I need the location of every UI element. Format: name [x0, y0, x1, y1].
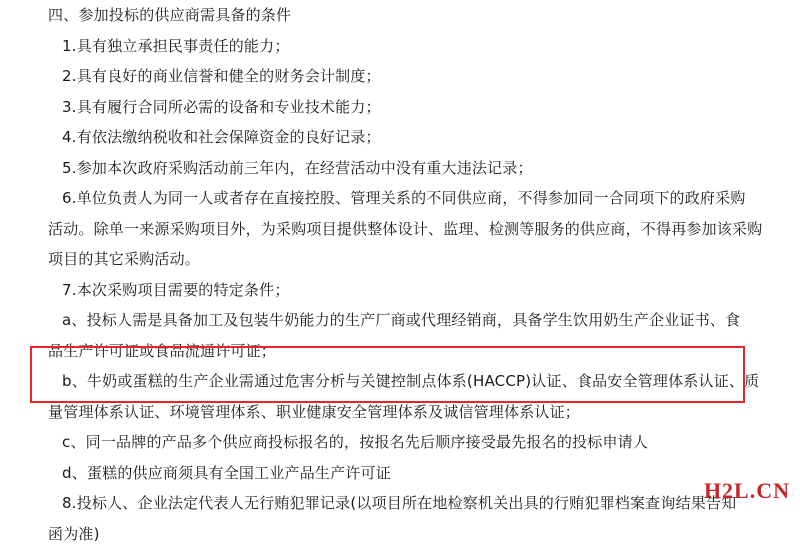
list-item: 7.本次采购项目需要的特定条件； — [0, 275, 800, 306]
list-item: 1.具有独立承担民事责任的能力； — [0, 31, 800, 62]
sub-list-item-highlighted: b、牛奶或蛋糕的生产企业需通过危害分析与关键控制点体系(HACCP)认证、食品安全管理体系认证、质 — [0, 366, 800, 397]
list-item: 8.投标人、企业法定代表人无行贿犯罪记录(以项目所在地检察机关出具的行贿犯罪档案查询结果告知 — [0, 488, 800, 519]
list-item: 4.有依法缴纳税收和社会保障资金的良好记录； — [0, 122, 800, 153]
list-item: 6.单位负责人为同一人或者存在直接控股、管理关系的不同供应商，不得参加同一合同项下的政府采购 — [0, 183, 800, 214]
list-item-continuation: 活动。除单一来源采购项目外，为采购项目提供整体设计、监理、检测等服务的供应商，不得再参加该采购 — [0, 214, 800, 245]
list-item: 2.具有良好的商业信誉和健全的财务会计制度； — [0, 61, 800, 92]
list-item: 3.具有履行合同所必需的设备和专业技术能力； — [0, 92, 800, 123]
list-item-continuation: 函为准) — [0, 519, 800, 549]
sub-list-item-continuation: 品生产许可证或食品流通许可证； — [0, 336, 800, 367]
list-item: 5.参加本次政府采购活动前三年内，在经营活动中没有重大违法记录； — [0, 153, 800, 184]
sub-list-item: d、蛋糕的供应商须具有全国工业产品生产许可证 — [0, 458, 800, 489]
sub-list-item: a、投标人需是具备加工及包装牛奶能力的生产厂商或代理经销商，具备学生饮用奶生产企业证书、食 — [0, 305, 800, 336]
section-heading: 四、参加投标的供应商需具备的条件 — [0, 0, 800, 31]
watermark: H2L.CN — [704, 478, 790, 504]
sub-list-item: c、同一品牌的产品多个供应商投标报名的，按报名先后顺序接受最先报名的投标申请人 — [0, 427, 800, 458]
sub-list-item-highlighted-continuation: 量管理体系认证、环境管理体系、职业健康安全管理体系及诚信管理体系认证； — [0, 397, 800, 428]
list-item-continuation: 项目的其它采购活动。 — [0, 244, 800, 275]
